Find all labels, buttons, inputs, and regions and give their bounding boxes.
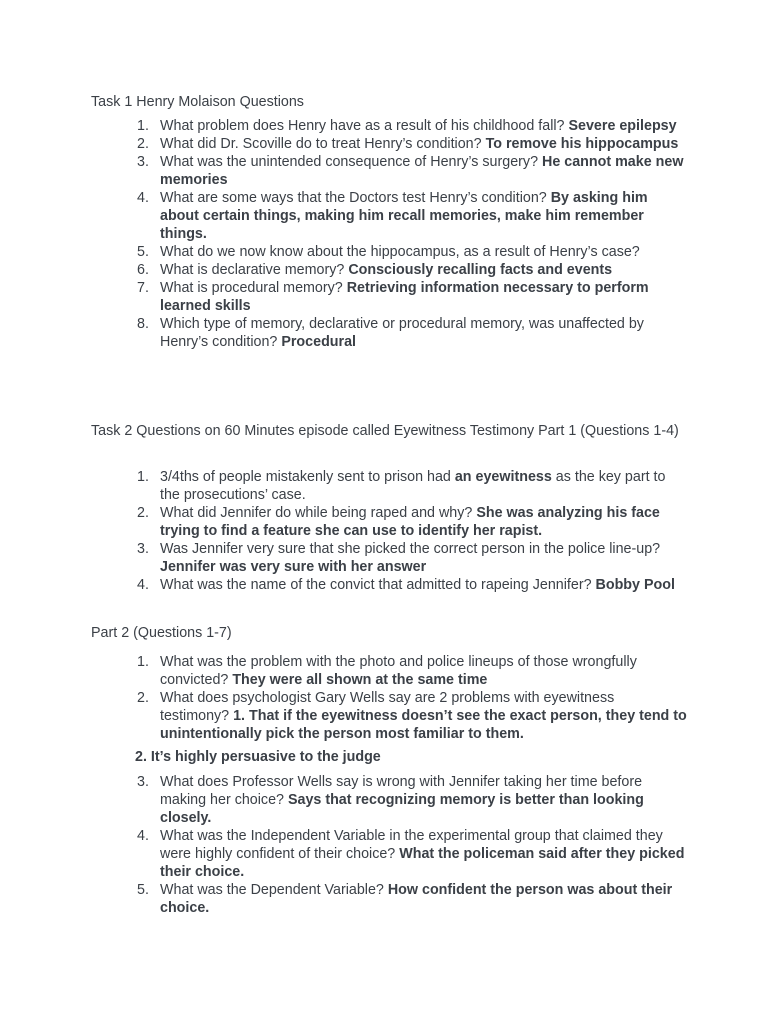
item-number: 3.	[137, 541, 149, 557]
task1-question-list	[127, 117, 687, 351]
answer-text: Says that recognizing memory is better than looking closely.	[160, 792, 644, 826]
item-number: 4.	[137, 190, 149, 206]
item-number: 1.	[137, 654, 149, 670]
list-item	[127, 689, 687, 743]
task2-question-list	[127, 468, 687, 594]
answer-text: To remove his hippocampus	[485, 136, 679, 152]
question-text: Which type of memory, declarative or procedural memory, was unaffected by Henry’s condition?	[160, 316, 644, 350]
item-number: 1.	[137, 469, 149, 485]
list-item	[127, 504, 687, 540]
question-text: What did Dr. Scoville do to treat Henry’s condition?	[160, 136, 486, 152]
list-item	[127, 243, 687, 261]
question-text: What is declarative memory?	[160, 262, 349, 278]
answer-text: Consciously recalling facts and events	[348, 262, 613, 278]
part2-question-list-a	[127, 653, 687, 743]
answer-text: Jennifer was very sure with her answer	[160, 559, 427, 575]
answer-text: Bobby Pool	[595, 577, 675, 593]
list-item	[127, 315, 687, 351]
answer-text: What the policeman said after they picked their choice.	[160, 846, 685, 880]
list-item	[127, 576, 687, 594]
answer-text: By asking him about certain things, making him recall memories, make him remember things.	[160, 190, 648, 242]
answer-text: Retrieving information necessary to perform learned skills	[160, 280, 649, 314]
question-text: What does psychologist Gary Wells say are 2 problems with eyewitness testimony?	[160, 690, 615, 724]
answer-text: Severe epilepsy	[568, 118, 677, 134]
item-number: 7.	[137, 280, 149, 296]
item-number: 3.	[137, 774, 149, 790]
item-number: 6.	[137, 262, 149, 278]
answer-text: 1. That if the eyewitness doesn’t see the exact person, they tend to unintentionally pick the person most familiar to them.	[160, 708, 687, 742]
list-item	[127, 279, 687, 315]
question-text: What was the Dependent Variable?	[160, 882, 388, 898]
list-item	[127, 135, 687, 153]
list-item	[127, 827, 687, 881]
item-number: 8.	[137, 316, 149, 332]
question-text: What was the Independent Variable in the experimental group that claimed they were highly confident of their choice?	[160, 828, 663, 862]
answer-text: They were all shown at the same time	[232, 672, 488, 688]
item-number: 2.	[137, 136, 149, 152]
question-text: 3/4ths of people mistakenly sent to prison had	[160, 469, 455, 485]
item-number: 4.	[137, 828, 149, 844]
list-item	[127, 773, 687, 827]
list-item	[127, 881, 687, 917]
answer-text: an eyewitness	[454, 469, 552, 485]
question-text: What was the name of the convict that admitted to rapeing Jennifer?	[160, 577, 596, 593]
part2-question-list-b	[127, 773, 687, 917]
question-text: What was the problem with the photo and police lineups of those wrongfully convicted?	[160, 654, 637, 688]
list-item	[127, 117, 687, 135]
part2-loose-answer-line: 2. It’s highly persuasive to the judge	[135, 749, 381, 765]
question-text: What does Professor Wells say is wrong with Jennifer taking her time before making her choice?	[160, 774, 643, 808]
answer-text: How confident the person was about their choice.	[160, 882, 673, 916]
answer-text: He cannot make new memories	[160, 154, 684, 188]
answer-text: Procedural	[281, 334, 357, 350]
question-text: What do we now know about the hippocampus, as a result of Henry’s case?	[160, 244, 640, 260]
item-number: 3.	[137, 154, 149, 170]
task1-heading: Task 1 Henry Molaison Questions	[91, 94, 304, 110]
item-number: 5.	[137, 882, 149, 898]
item-number: 5.	[137, 244, 149, 260]
list-item	[127, 153, 687, 189]
question-text: What problem does Henry have as a result of his childhood fall?	[160, 118, 569, 134]
item-number: 4.	[137, 577, 149, 593]
list-item	[127, 540, 687, 576]
list-item	[127, 189, 687, 243]
question-text: What is procedural memory?	[160, 280, 347, 296]
question-text: What did Jennifer do while being raped and why?	[160, 505, 477, 521]
list-item	[127, 261, 687, 279]
question-text: What was the unintended consequence of Henry’s surgery?	[160, 154, 543, 170]
part2-heading: Part 2 (Questions 1-7)	[91, 625, 232, 641]
question-text: Was Jennifer very sure that she picked the correct person in the police line-up?	[160, 541, 661, 557]
item-number: 2.	[137, 505, 149, 521]
item-number: 1.	[137, 118, 149, 134]
question-text: What are some ways that the Doctors test Henry’s condition?	[160, 190, 551, 206]
item-number: 2.	[137, 690, 149, 706]
list-item	[127, 468, 687, 504]
task2-heading: Task 2 Questions on 60 Minutes episode called Eyewitness Testimony Part 1 (Questions 1-4)	[91, 423, 679, 439]
answer-text: She was analyzing his face trying to find a feature she can use to identify her rapist.	[160, 505, 660, 539]
list-item	[127, 653, 687, 689]
question-text-continued: as the key part to the prosecutions’ case.	[160, 469, 666, 503]
